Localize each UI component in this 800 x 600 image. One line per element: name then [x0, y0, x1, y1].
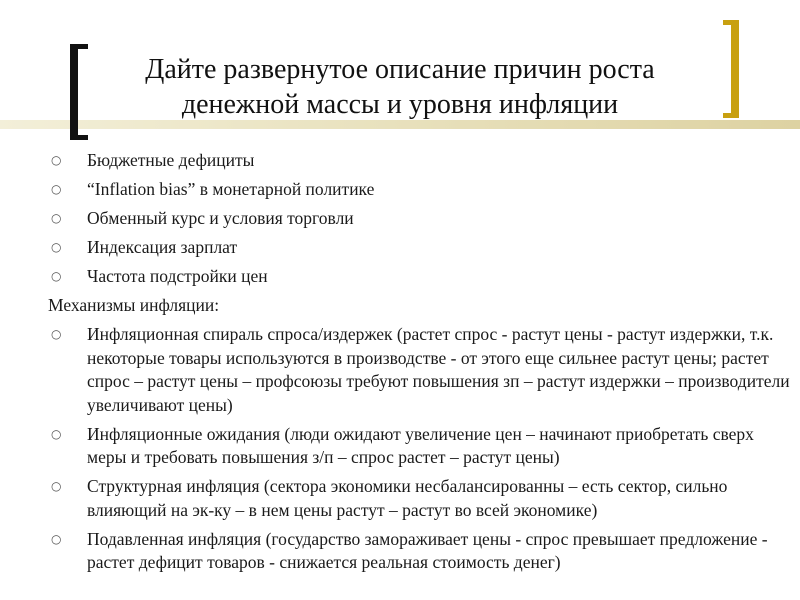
mechanism-text: Структурная инфляция (сектора экономики несбалансированны – есть сектор, сильно влияющий на эк-ку – в нем цены растут – растут во всей экономике) [87, 476, 728, 520]
list-item [48, 207, 793, 231]
bullet-icon: ○ [51, 479, 62, 493]
bullet-icon: ○ [51, 426, 62, 441]
cause-text: Индексация зарплат [87, 237, 238, 257]
cause-text: “Inflation bias” в монетарной политике [87, 179, 375, 199]
bullet-icon: ○ [51, 182, 62, 196]
list-item [48, 323, 793, 417]
cause-text: Обменный курс и условия торговли [87, 208, 354, 228]
list-item [48, 475, 793, 522]
mechanism-text: Инфляционные ожидания (люди ожидают увеличение цен – начинают приобретать сверх меры и требовать повышения з/п – спрос растет – растут цены) [87, 423, 754, 467]
right-bracket-decoration [723, 20, 739, 118]
title-line-2: денежной массы и уровня инфляции [181, 89, 619, 120]
slide-title [95, 52, 705, 122]
bullet-icon: ○ [51, 531, 62, 546]
bullet-icon: ○ [51, 153, 62, 167]
list-item [48, 236, 793, 260]
cause-text: Частота подстройки цен [87, 266, 268, 286]
title-line-1: Дайте развернутое описание причин роста [145, 54, 655, 85]
bullet-icon: ○ [51, 211, 62, 225]
list-item [48, 423, 793, 470]
list-item [48, 149, 793, 173]
bullet-icon: ○ [51, 327, 62, 341]
mechanism-text: Подавленная инфляция (государство замораживает цены - спрос превышает предложение - растет дефицит товаров - снижается реальная стоимость денег) [87, 528, 768, 572]
list-item [48, 178, 793, 202]
mechanisms-heading: Механизмы инфляции: [48, 295, 220, 315]
cause-text: Бюджетные дефициты [87, 150, 255, 170]
bullet-icon: ○ [51, 269, 62, 283]
slide-content [48, 149, 793, 580]
mechanism-text: Инфляционная спираль спроса/издержек (растет спрос - растут цены - растут издержки, т.к. некоторые товары используются в производстве - от этого еще сильнее растут цены; растет спрос – растут цены – профсоюзы требуют повышения зп – растут издержки – производители увеличивают цены) [87, 324, 790, 415]
list-item [48, 528, 793, 575]
left-bracket-decoration [70, 44, 88, 140]
bullet-icon: ○ [51, 240, 62, 254]
list-item [48, 265, 793, 289]
